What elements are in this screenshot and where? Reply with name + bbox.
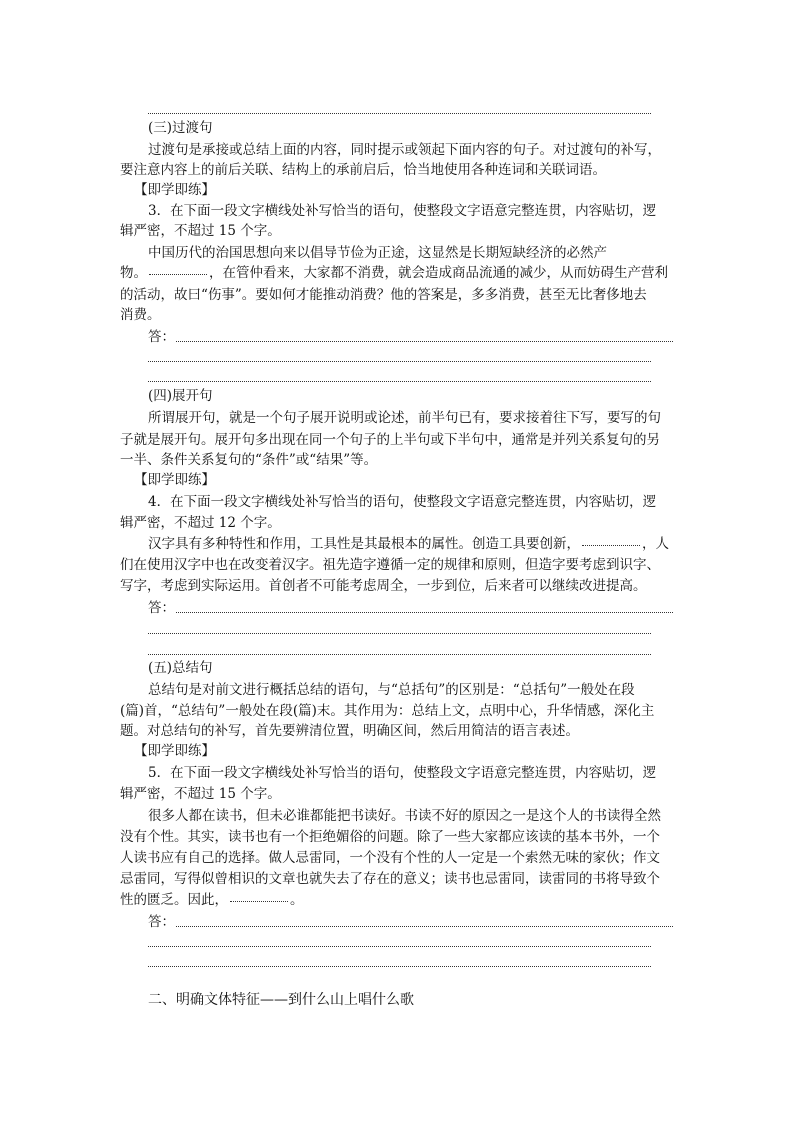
passage-line: 们在使用汉字中也在改变着汉字。祖先造字遵循一定的规律和原则，但造字要考虑到识字、 — [120, 557, 660, 573]
answer-line[interactable] — [176, 926, 673, 927]
passage-line: 忌雷同，写得似曾相识的文章也就失去了存在的意义；读书也忌雷同，读雷同的书将导致个 — [120, 871, 660, 887]
answer-line[interactable] — [148, 654, 651, 655]
paragraph-line: 过渡句是承接或总结上面的内容，同时提示或领起下面内容的句子。对过渡句的补写， — [148, 142, 661, 158]
passage-text: 汉字具有多种特性和作用，工具性是其最根本的属性。创造工具要创新， — [148, 536, 580, 552]
passage-line — [148, 534, 669, 554]
question-line: 5．在下面一段文字横线处补写恰当的语句，使整段文字语意完整连贯，内容贴切，逻 — [148, 765, 657, 781]
passage-line: 的活动，故曰“伤事”。要如何才能推动消费？他的答案是，多多消费，甚至无比奢侈地去 — [120, 287, 647, 303]
section-heading: (五)总结句 — [148, 660, 213, 676]
answer-line[interactable] — [148, 946, 651, 947]
paragraph-line: 总结句是对前文进行概括总结的语句，与“总括句”的区别是：“总括句”一般处在段 — [148, 682, 635, 698]
passage-line: 消费。 — [120, 307, 161, 323]
paragraph-line: 一半、条件关系复句的“条件”或“结果”等。 — [120, 452, 378, 468]
passage-text: 性的匮乏。因此， — [120, 892, 228, 908]
question-line: 辑严密，不超过 15 个字。 — [120, 223, 281, 239]
passage-line: 没有个性。其实，读书也有一个拒绝媚俗的问题。除了一些大家都应该读的基本书外，一个 — [120, 829, 660, 845]
passage-text: 物。 — [120, 265, 147, 281]
answer-label: 答： — [148, 600, 175, 616]
practice-label: 【即学即练】 — [134, 472, 215, 488]
question-line: 4．在下面一段文字横线处补写恰当的语句，使整段文字语意完整连贯，内容贴切，逻 — [148, 494, 657, 510]
passage-text: ，在管仲看来，大家都不消费，就会造成商品流通的减少，从而妨碍生产营利 — [209, 265, 668, 281]
answer-label: 答： — [148, 329, 175, 345]
passage-line: 写字，考虑到实际运用。首创者不可能考虑周全，一步到位，后来者可以继续改进提高。 — [120, 578, 647, 594]
passage-line: 人读书应有自己的选择。做人忌雷同，一个没有个性的人一定是一个索然无味的家伙；作文 — [120, 850, 660, 866]
section-heading: (四)展开句 — [148, 388, 213, 404]
answer-line[interactable] — [176, 612, 673, 613]
answer-line[interactable] — [148, 633, 651, 634]
fill-blank[interactable] — [582, 545, 640, 546]
passage-line: 中国历代的治国思想向来以倡导节俭为正途，这显然是长期短缺经济的必然产 — [148, 245, 607, 261]
section-heading: (三)过渡句 — [148, 120, 213, 136]
paragraph-line: (篇)首，“总结句”一般处在段(篇)末。其作用为：总结上文，点明中心，升华情感，深化主 — [120, 703, 655, 719]
paragraph-line: 题。对总结句的补写，首先要辨清位置，明确区间，然后用简洁的语言表述。 — [120, 723, 579, 739]
answer-line[interactable] — [148, 381, 651, 382]
answer-line — [148, 113, 651, 114]
passage-line — [120, 890, 304, 910]
question-line: 辑严密，不超过 15 个字。 — [120, 786, 281, 802]
passage-line: 很多人都在读书，但未必谁都能把书读好。书读不好的原因之一是这个人的书读得全然 — [148, 808, 661, 824]
passage-text: ，人 — [642, 536, 669, 552]
practice-label: 【即学即练】 — [134, 743, 215, 759]
answer-line[interactable] — [148, 361, 651, 362]
answer-line[interactable] — [176, 341, 673, 342]
fill-blank[interactable] — [230, 901, 288, 902]
part-heading: 二、明确文体特征——到什么山上唱什么歌 — [148, 992, 414, 1008]
question-line: 3．在下面一段文字横线处补写恰当的语句，使整段文字语意完整连贯，内容贴切，逻 — [148, 203, 657, 219]
answer-label: 答： — [148, 914, 175, 930]
paragraph-line: 子就是展开句。展开句多出现在同一个句子的上半句或下半句中，通常是并列关系复句的另 — [120, 432, 660, 448]
practice-label: 【即学即练】 — [134, 182, 215, 198]
paragraph-line: 要注意内容上的前后关联、结构上的承前启后，恰当地使用各种连词和关联词语。 — [120, 162, 606, 178]
fill-blank[interactable] — [149, 274, 207, 275]
passage-line — [120, 263, 668, 283]
question-line: 辑严密，不超过 12 个字。 — [120, 515, 281, 531]
answer-line[interactable] — [148, 966, 651, 967]
passage-text: 。 — [290, 892, 304, 908]
paragraph-line: 所谓展开句，就是一个句子展开说明或论述，前半句已有，要求接着往下写，要写的句 — [148, 410, 661, 426]
